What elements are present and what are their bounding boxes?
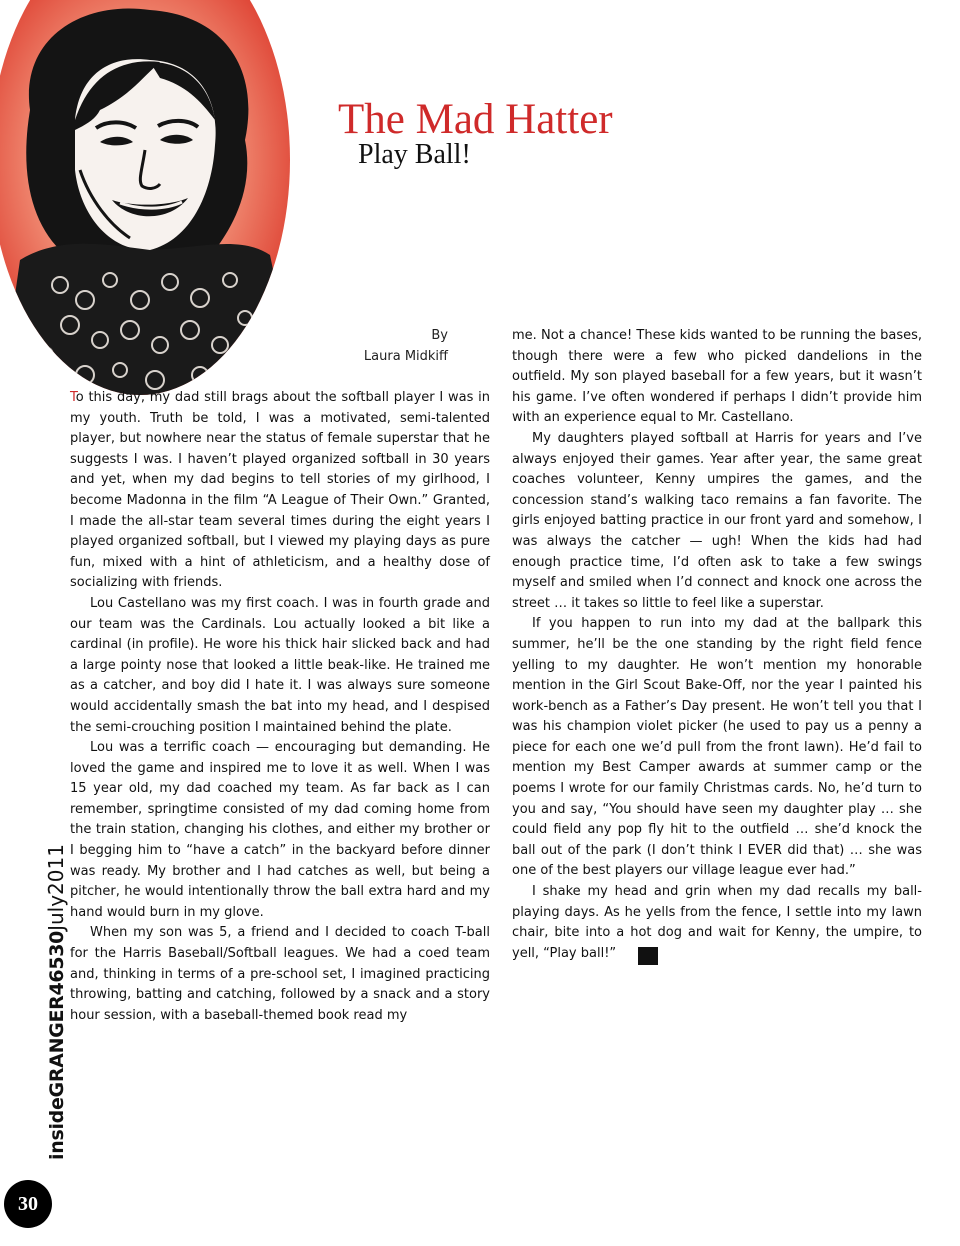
paragraph: Lou Castellano was my first coach. I was in fourth grade and our team was the Cardinals. Lou actually looked a bit like a cardinal (in profile). He wore his thick hair slicked back and had a large pointy nose that looked a little beak-like. He trained me as a catcher, and boy did I hate it. I was always sure someone would accidentally smash the bat into my head, and I despised the semi-crouching position I maintained behind the plate. — [70, 595, 490, 735]
paragraph: My daughters played softball at Harris for years and I’ve always enjoyed their games. Year after year, the same great coaches volunteer, Kenny umpires the games, and the concession stand’s walking taco remains a fan favorite. The girls enjoyed batting practice in our front yard and somehow, I was always the catcher — ugh! When the kids had had enough practice time, I’d often ask to take a few swings myself and smiled when I’d connect and knock one across the street … it takes so little to feel like a superstar. — [512, 430, 922, 611]
paragraph-text: I shake my head and grin when my dad recalls my ball-playing days. As he yells from the fence, I settle into my lawn chair, bite into a hot dog and wait for Kenny, the umpire, to yell, “Play ball!” — [512, 884, 922, 961]
magazine-spine — [44, 844, 68, 1160]
page-number: 30 — [4, 1180, 52, 1228]
byline-author: Laura Midkiff — [363, 348, 448, 364]
drop-cap: T — [70, 390, 76, 405]
issue-date: July2011 — [44, 844, 68, 931]
paragraph: If you happen to run into my dad at the ballpark this summer, he’ll be the one standing by the right field fence yelling to my daughter. He won’t mention my honorable mention in the Girl Scout Bake-Off, nor the year I painted his work-bench as a Father’s Day present. He won’t tell you that I was his champion violet picker (he used to pay us a penny a piece for each one we’d pull from the front lawn). He’d fail to mention my Best Camper awards at summer camp or the poems I wrote for our family Christmas cards. No, he’d turn to you and say, “You should have seen my daughter play … she could field any pop fly hit to the outfield … she’d knock the ball out of the park (I don’t think I EVER did that) … she was one of the best players our village league ever had.” — [512, 616, 922, 879]
paragraph: When my son was 5, a friend and I decided to coach T-ball for the Harris Baseball/Softball leagues. We had a coed team and, thinking in terms of a pre-school set, I imagined practicing throwing, batting and catching, followed by a snack and a story hour session, with a baseball-themed book read my — [70, 925, 490, 1023]
paragraph — [512, 882, 922, 965]
article-column-left — [70, 388, 490, 1026]
article-subtitle: Play Ball! — [358, 139, 471, 170]
article-column-right — [512, 326, 922, 965]
byline — [300, 326, 448, 367]
paragraph-rest: o this day, my dad still brags about the softball player I was in my youth. Truth be told, I was a motivated, semi-talented player, but nowhere near the status of female superstar that he suggests I was. I haven’t played organized softball in 30 years and yet, when my dad begins to tell stories of my girlhood, I become Madonna in the film “A League of Their Own.” Granted, I made the all-star team several times during the eight years I played organized softball, but I viewed my playing days as pure fun, mixed with a hint of athleticism, and a healthy dose of socializing with friends. — [70, 390, 490, 591]
byline-prefix: By — [431, 328, 448, 343]
paragraph: Lou was a terrific coach — encouraging but demanding. He loved the game and inspired me to love it as well. When I was 15 year old, my dad coached my team. As far back as I can remember, springtime consisted of my dad coming home from the train station, changing his clothes, and either my brother or I begging him to “have a catch” in the backyard before dinner was ready. My brother and I had catches as well, but being a pitcher, he would intentionally throw the ball extra hard and my hand would burn in my glove. — [70, 740, 490, 920]
paragraph — [70, 388, 490, 594]
paragraph: me. Not a chance! These kids wanted to be running the bases, though there were a few who picked dandelions in the outfield. My son played baseball for a few years, but it wasn’t his game. I’ve often wondered if perhaps I didn’t provide him with an experience equal to Mr. Castellano. — [512, 328, 922, 426]
author-portrait — [0, 0, 300, 400]
magazine-name: insideGRANGER46530 — [46, 930, 68, 1160]
end-mark-logo: IG — [638, 947, 658, 965]
article-title: The Mad Hatter — [338, 96, 613, 143]
